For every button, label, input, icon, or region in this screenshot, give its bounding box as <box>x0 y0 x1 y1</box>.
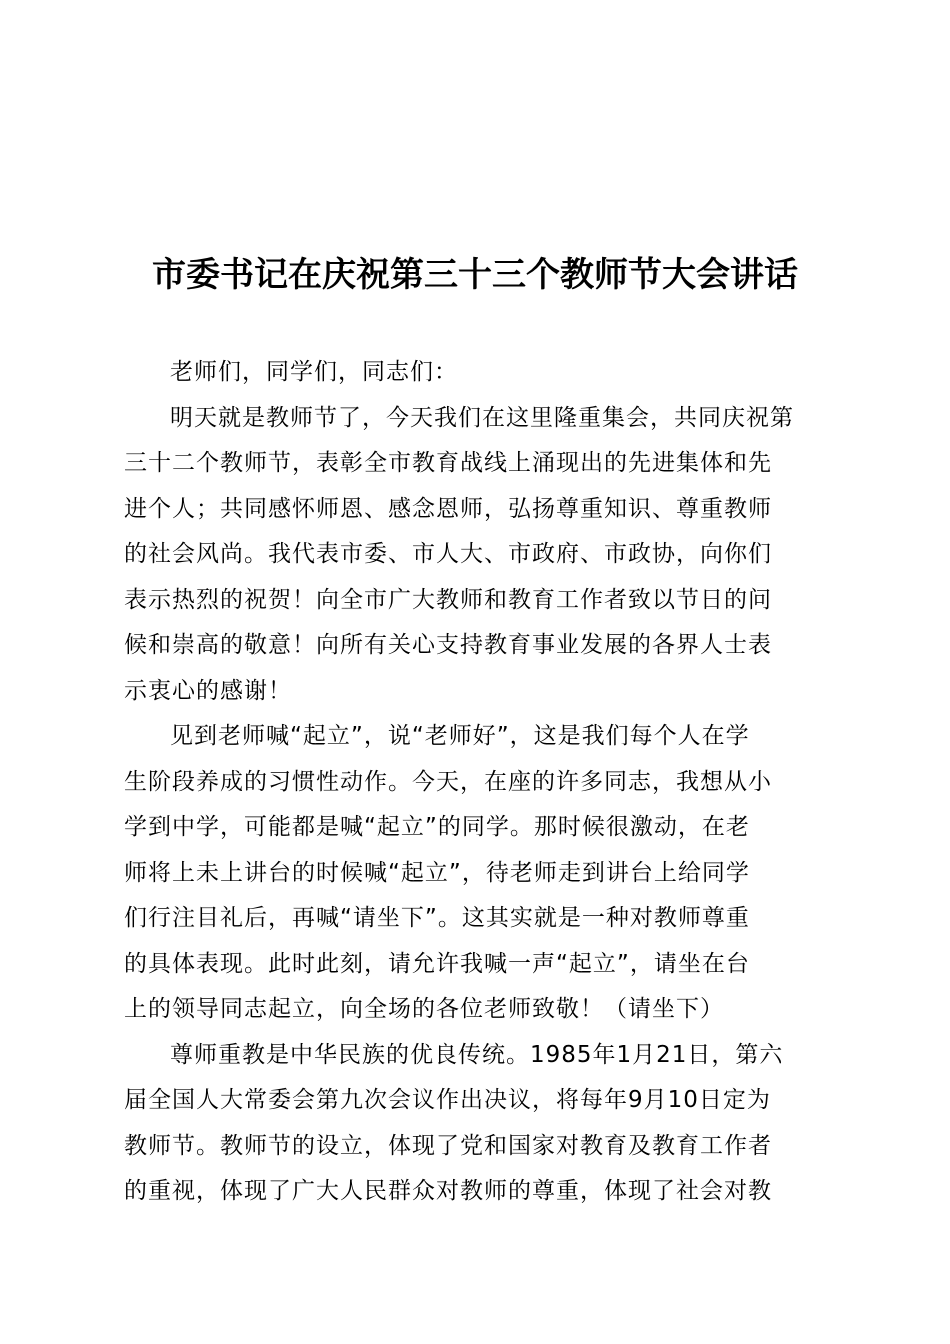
document-title: 市委书记在庆祝第三十三个教师节大会讲话 <box>152 255 798 295</box>
paragraph-line: 表示热烈的祝贺！向全市广大教师和教育工作者致以节日的问 <box>124 586 772 613</box>
paragraph-line: 届全国人大常委会第九次会议作出决议，将每年9月10日定为 <box>124 1087 771 1113</box>
paragraph-line: 明天就是教师节了，今天我们在这里隆重集会，共同庆祝第 <box>170 404 794 431</box>
paragraph-line: 进个人；共同感怀师恩、感念恩师，弘扬尊重知识、尊重教师 <box>124 495 772 522</box>
paragraph-line: 的重视，体现了广大人民群众对教师的尊重，体现了社会对教 <box>124 1178 772 1204</box>
paragraph-line: 候和崇高的敬意！向所有关心支持教育事业发展的各界人士表 <box>124 632 772 658</box>
paragraph-line: 上的领导同志起立，向全场的各位老师致敬！（请坐下） <box>124 996 724 1022</box>
paragraph-line: 示衷心的感谢！ <box>124 677 292 704</box>
paragraph-line: 尊师重教是中华民族的优良传统。1985年1月21日，第六 <box>170 1041 784 1068</box>
paragraph-line: 见到老师喊“起立”，说“老师好”，这是我们每个人在学 <box>170 723 750 749</box>
paragraph-line: 教师节。教师节的设立，体现了党和国家对教育及教育工作者 <box>124 1132 772 1159</box>
paragraph-line: 三十二个教师节，表彰全市教育战线上涌现出的先进集体和先 <box>124 450 772 476</box>
paragraph-line: 的具体表现。此时此刻，请允许我喊一声“起立”，请坐在台 <box>124 950 750 977</box>
paragraph-line: 师将上未上讲台的时候喊“起立”，待老师走到讲台上给同学 <box>124 859 750 886</box>
paragraph-line: 们行注目礼后，再喊“请坐下”。这其实就是一种对教师尊重 <box>124 905 750 931</box>
paragraph-line: 学到中学，可能都是喊“起立”的同学。那时候很激动，在老 <box>124 814 750 840</box>
paragraph-line: 的社会风尚。我代表市委、市人大、市政府、市政协，向你们 <box>124 541 772 567</box>
document-body <box>124 350 834 1215</box>
salutation-line: 老师们，同学们，同志们： <box>170 359 458 385</box>
paragraph-line: 生阶段养成的习惯性动作。今天，在座的许多同志，我想从小 <box>124 768 772 795</box>
